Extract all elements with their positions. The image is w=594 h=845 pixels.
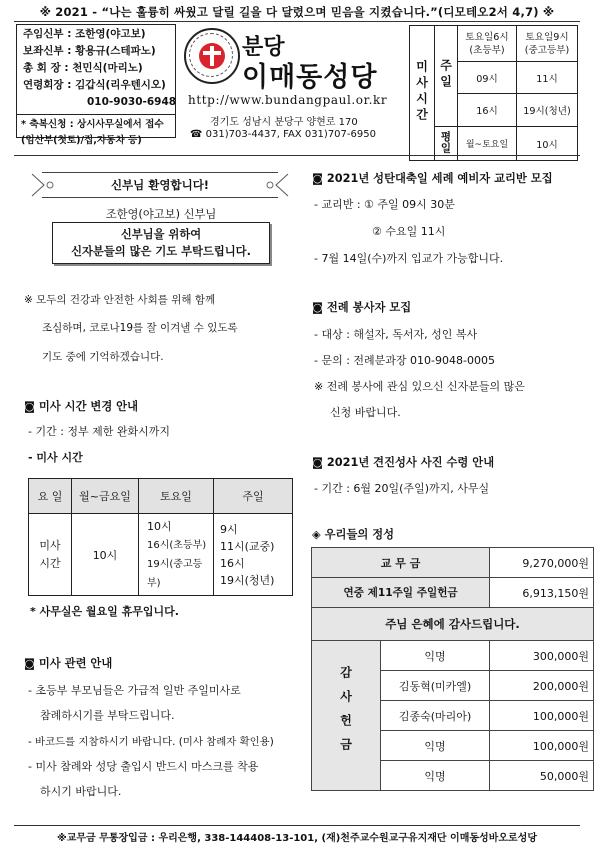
health-notice-line: 조심하며, 코로나19를 잘 이겨낼 수 있도록 (42, 322, 238, 334)
blessing-note-detail: (임산부(첫토)/집,자동차 등) (21, 135, 142, 146)
mass-related-line: - 바코드를 지참하시기 바랍니다. (미사 참례자 확인용) (28, 736, 274, 748)
mass-related-line: - 초등부 부모님들은 가급적 일반 주일미사로 (28, 684, 241, 697)
welcome-line: 신부님을 위하여 (120, 228, 202, 241)
offering-table (311, 547, 594, 791)
welcome-name: 조한영(야고보) 신부님 (105, 208, 217, 221)
sched-sunday: 19시(청년) (220, 573, 275, 587)
sched-saturday: 19시(중고등부) (147, 558, 203, 589)
sched-sunday: 9시 (220, 522, 238, 536)
mass-related-title: ◙ 미사 관련 안내 (24, 657, 113, 670)
donor-name: 김종숙(마리아) (381, 701, 490, 731)
donor-amount: 100,000원 (490, 731, 594, 761)
donor-name: 김동혁(미카엘) (381, 671, 490, 701)
donor-name: 익명 (381, 641, 490, 671)
header-bottom-rule (14, 155, 580, 156)
mass-time-cell: 09시 (458, 62, 517, 94)
staff-info-box (16, 24, 177, 146)
welcome-box (52, 222, 270, 264)
sched-head: 주일 (214, 479, 293, 514)
church-url[interactable]: http://www.bundangpaul.or.kr (188, 93, 388, 107)
church-title-top: 분당 (242, 35, 285, 60)
footer-bank-info: ※교무금 무통장입금 : 우리은행, 338-144408-13-101, (재)천주교수원교구유지재단 이매동성바오로성당 (57, 833, 537, 844)
church-address: 경기도 성남시 분당구 양현로 170 (210, 117, 358, 128)
staff-row: 총 회 장 : 천민식(마리노) (23, 62, 143, 74)
mass-schedule-table (28, 478, 293, 596)
baptism-line: - 7월 14일(수)까지 입교가 가능합니다. (314, 252, 504, 265)
church-logo-icon (184, 28, 240, 84)
offering-sunday-label: 연중 제11주일 주일헌금 (312, 578, 490, 608)
mass-times-label: 미사시간 (414, 59, 429, 124)
blessing-note: * 축복신청 : 상시사무실에서 접수 (21, 119, 164, 130)
mass-time-cell: 16시 (458, 94, 517, 127)
mass-related-line: 하시기 바랍니다. (40, 785, 122, 798)
mass-change-period: - 기간 : 정부 제한 완화시까지 (28, 425, 171, 438)
offering-total-value: 9,270,000원 (490, 548, 594, 578)
mass-times-table (409, 25, 578, 161)
offering-total-label: 교 무 금 (312, 548, 490, 578)
sched-row-label: 미사 시간 (29, 514, 72, 596)
mass-time-cell: 19시(청년) (517, 94, 578, 127)
welcome-line: 신자분들의 많은 기도 부탁드립니다. (71, 245, 251, 258)
staff-row: 연령회장 : 김갑식(리우텐시오) (23, 79, 166, 91)
sched-saturday: 10시 (147, 519, 172, 533)
liturgy-title: ◙ 전례 봉사자 모집 (312, 301, 412, 314)
sched-head: 요 일 (29, 479, 72, 514)
sched-head: 월~금요일 (72, 479, 139, 514)
mass-change-times-label: - 미사 시간 (28, 451, 83, 464)
donor-name: 익명 (381, 731, 490, 761)
church-tel: ☎ 031)703-4437, FAX 031)707-6950 (190, 129, 376, 140)
header-rule (14, 21, 580, 22)
donor-amount: 100,000원 (490, 701, 594, 731)
health-notice-line: 기도 중에 기억하겠습니다. (42, 351, 164, 363)
sched-head: 토요일 (139, 479, 214, 514)
donor-amount: 200,000원 (490, 671, 594, 701)
mass-col-head: 토요일9시 (중고등부) (517, 26, 578, 62)
sched-weekday: 10시 (72, 514, 139, 596)
header-verse: ※ 2021 - “나는 훌륭히 싸웠고 달릴 길을 다 달렸으며 믿음을 지켰습니다.”(디모테오2서 4,7) ※ (39, 5, 555, 19)
welcome-banner: 신부님 환영합니다! (42, 172, 278, 198)
mass-time-cell: 10시 (517, 127, 578, 161)
liturgy-line: 신청 바랍니다. (330, 406, 401, 419)
weekday-label: 평일 (439, 130, 452, 154)
mass-col-head: 토요일6시 (초등부) (458, 26, 517, 62)
baptism-title: ◙ 2021년 성탄대축일 세례 예비자 교리반 모집 (312, 172, 553, 185)
office-note: * 사무실은 월요일 휴무입니다. (30, 605, 179, 618)
mass-related-line: 참례하시기를 부탁드립니다. (40, 709, 175, 722)
thanks-offering-label: 감사헌금 (338, 666, 353, 762)
baptism-line: ② 수요일 11시 (372, 225, 446, 238)
offering-title: ◈ 우리들의 정성 (312, 528, 395, 541)
staff-row: 보좌신부 : 황용규(스테파노) (23, 45, 156, 57)
footer-rule (14, 825, 580, 826)
sched-sunday: 11시(교중) (220, 539, 275, 553)
liturgy-line: - 대상 : 해설자, 독서자, 성인 복사 (314, 328, 478, 341)
mass-time-cell: 11시 (517, 62, 578, 94)
offering-sunday-value: 6,913,150원 (490, 578, 594, 608)
photo-line: - 기간 : 6월 20일(주일)까지, 사무실 (314, 482, 490, 495)
staff-phone: 010-9030-6948 (87, 96, 177, 108)
liturgy-line: ※ 전례 봉사에 관심 있으신 신자분들의 많은 (314, 380, 525, 393)
mass-time-cell: 월~토요일 (458, 127, 517, 161)
staff-divider (17, 114, 175, 115)
sched-sunday: 16시 (220, 556, 245, 570)
health-notice-line: ※ 모두의 건강과 안전한 사회를 위해 함께 (24, 294, 216, 306)
offering-thanks: 주님 은혜에 감사드립니다. (312, 608, 594, 641)
mass-change-title: ◙ 미사 시간 변경 안내 (24, 400, 138, 413)
staff-row: 주임신부 : 조한영(야고보) (23, 28, 146, 40)
donor-amount: 300,000원 (490, 641, 594, 671)
donor-amount: 50,000원 (490, 761, 594, 791)
photo-title: ◙ 2021년 견진성사 사진 수령 안내 (312, 456, 495, 469)
baptism-line: - 교리반 : ① 주일 09시 30분 (314, 198, 455, 211)
liturgy-line: - 문의 : 전례분과장 010-9048-0005 (314, 354, 495, 367)
mass-related-line: - 미사 참례와 성당 출입시 반드시 마스크를 착용 (28, 760, 259, 773)
sched-saturday: 16시(초등부) (147, 539, 207, 551)
sunday-label: 주일 (438, 58, 453, 91)
donor-name: 익명 (381, 761, 490, 791)
church-title: 이매동성당 (242, 62, 378, 93)
